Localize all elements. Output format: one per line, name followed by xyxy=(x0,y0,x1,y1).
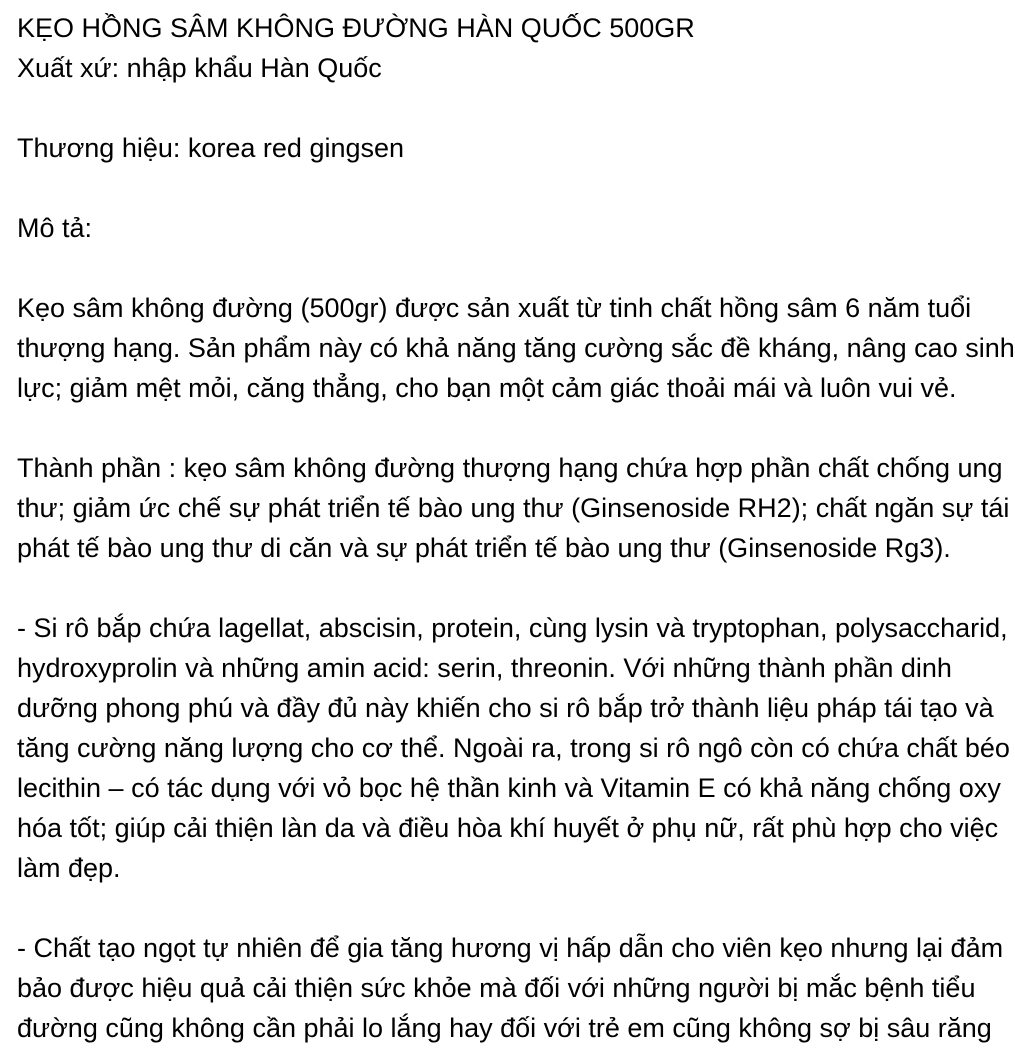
text-line: thượng hạng. Sản phẩm này có khả năng tăng cường sắc đề kháng, nâng cao sinh xyxy=(17,333,1015,363)
text-line: lực; giảm mệt mỏi, căng thẳng, cho bạn một cảm giác thoải mái và luôn vui vẻ. xyxy=(17,373,957,403)
product-description-document xyxy=(0,8,1015,1043)
text-line: - Si rô bắp chứa lagellat, abscisin, protein, cùng lysin và tryptophan, polysaccharid, xyxy=(17,613,1008,643)
text-line: lecithin – có tác dụng với vỏ bọc hệ thần kinh và Vitamin E có khả năng chống oxy xyxy=(17,773,1001,803)
text-line: thư; giảm ức chế sự phát triển tế bào ung thư (Ginsenoside RH2); chất ngăn sự tái xyxy=(17,493,1010,523)
paragraph-header xyxy=(17,8,960,88)
text-line: bảo được hiệu quả cải thiện sức khỏe mà đối với những người bị mắc bệnh tiểu xyxy=(17,973,976,1003)
paragraph-description-label xyxy=(17,208,960,248)
text-line: làm đẹp. xyxy=(17,853,121,883)
text-line: tăng cường năng lượng cho cơ thể. Ngoài ra, trong si rô ngô còn có chứa chất béo xyxy=(17,733,1010,763)
text-line: Mô tả: xyxy=(17,213,93,243)
paragraph-ingredients xyxy=(17,448,1010,568)
text-line: hydroxyprolin và những amin acid: serin, threonin. Với những thành phần dinh xyxy=(17,653,952,683)
text-line: KẸO HỒNG SÂM KHÔNG ĐƯỜNG HÀN QUỐC 500GR xyxy=(17,13,695,43)
paragraph-corn-syrup xyxy=(17,608,1010,888)
text-line: Thương hiệu: korea red gingsen xyxy=(17,133,405,163)
text-line: đường cũng không cần phải lo lắng hay đối với trẻ em cũng không sợ bị sâu răng xyxy=(17,1013,992,1043)
paragraph-brand xyxy=(17,128,960,168)
text-line: - Chất tạo ngọt tự nhiên để gia tăng hương vị hấp dẫn cho viên kẹo nhưng lại đảm xyxy=(17,933,1004,963)
paragraph-description xyxy=(17,288,1015,408)
text-line: Kẹo sâm không đường (500gr) được sản xuất từ tinh chất hồng sâm 6 năm tuổi xyxy=(17,293,972,323)
text-line: Xuất xứ: nhập khẩu Hàn Quốc xyxy=(17,53,382,83)
text-line: dưỡng phong phú và đầy đủ này khiến cho si rô bắp trở thành liệu pháp tái tạo và xyxy=(17,693,994,723)
text-line: hóa tốt; giúp cải thiện làn da và điều hòa khí huyết ở phụ nữ, rất phù hợp cho việc xyxy=(17,813,999,843)
paragraph-sweetener xyxy=(17,928,1004,1048)
text-line: phát tế bào ung thư di căn và sự phát triển tế bào ung thư (Ginsenoside Rg3). xyxy=(17,533,951,563)
text-line: Thành phần : kẹo sâm không đường thượng hạng chứa hợp phần chất chống ung xyxy=(17,453,1003,483)
